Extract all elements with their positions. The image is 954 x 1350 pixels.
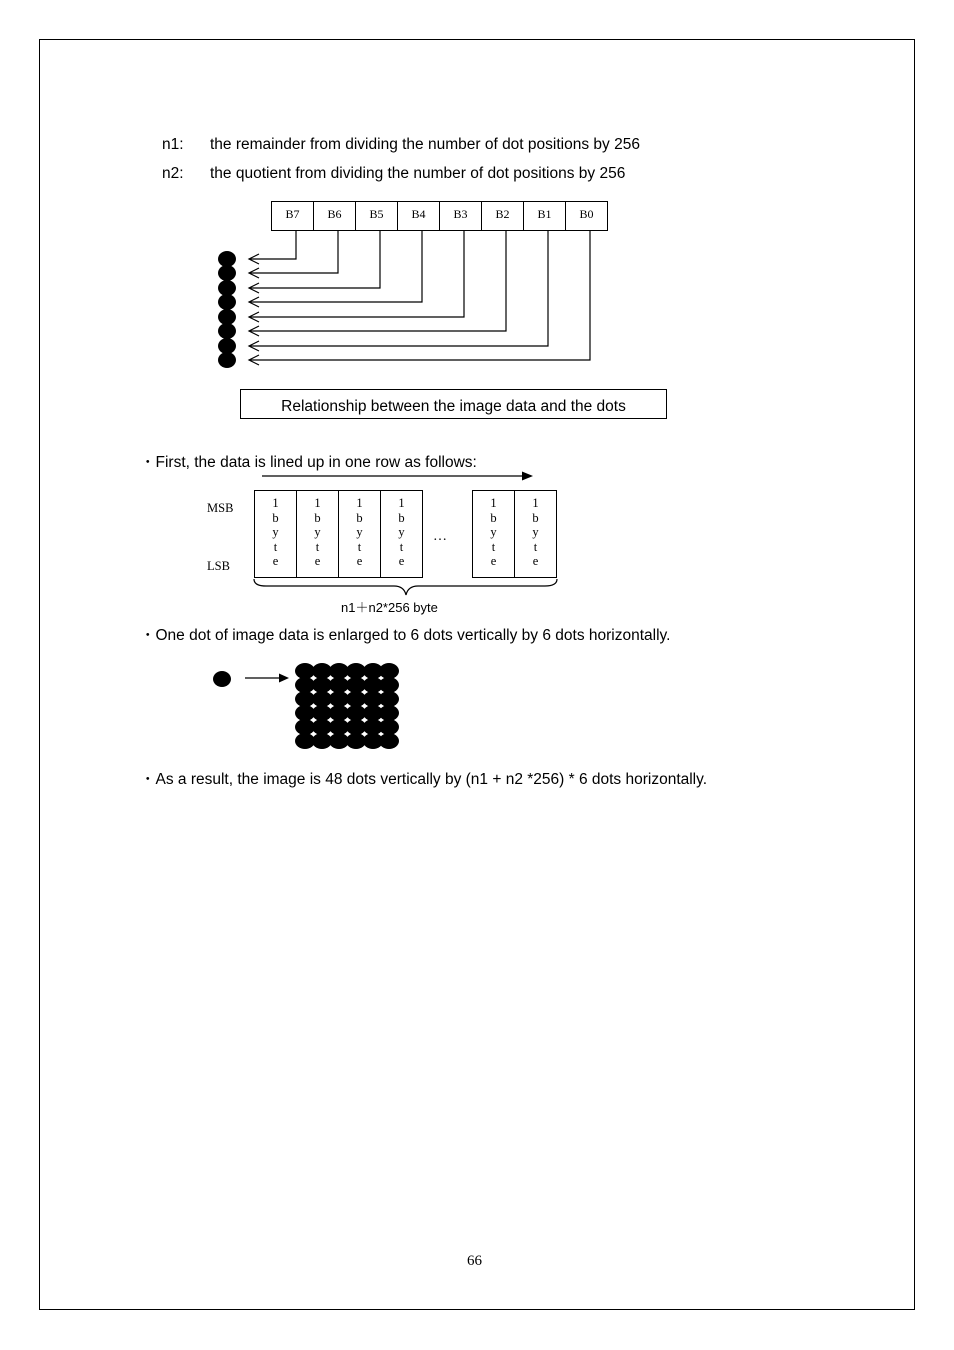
bit-connector-lines (250, 231, 590, 360)
bit-box-b4: B4 (397, 201, 440, 231)
enlarge-arrow (245, 674, 289, 683)
arrowheads (249, 254, 259, 365)
bit-box-b3: B3 (439, 201, 482, 231)
byte-box: 1 b y t e (472, 490, 515, 578)
bit-box-b7: B7 (271, 201, 314, 231)
bullet-third: ・As a result, the image is 48 dots vertically by (n1 + n2 *256) * 6 dots horizontally. (140, 771, 708, 788)
lsb-label: LSB (207, 559, 230, 573)
byte-brace (254, 579, 557, 595)
byte-box: 1 b y t e (380, 490, 423, 578)
bit-box-b1: B1 (523, 201, 566, 231)
bit-box-b5: B5 (355, 201, 398, 231)
single-dot (213, 671, 231, 687)
bullet-first: ・First, the data is lined up in one row as follows: (140, 454, 477, 471)
byte-ellipsis: … (433, 529, 447, 544)
byte-count-label: n1＋n2*256 byte (341, 600, 438, 615)
bullet-second: ・One dot of image data is enlarged to 6 dots vertically by 6 dots horizontally. (140, 627, 671, 644)
param-n1-name: n1: (162, 136, 184, 153)
print-dots-column (218, 251, 236, 368)
byte-box: 1 b y t e (254, 490, 297, 578)
bit-box-b2: B2 (481, 201, 524, 231)
enlarged-dot-grid (295, 663, 399, 749)
byte-box: 1 b y t e (514, 490, 557, 578)
relationship-caption: Relationship between the image data and the dots (240, 389, 667, 419)
byte-box: 1 b y t e (338, 490, 381, 578)
param-n2-name: n2: (162, 165, 184, 182)
bit-box-b0: B0 (565, 201, 608, 231)
row-direction-arrow (262, 472, 533, 481)
byte-box: 1 b y t e (296, 490, 339, 578)
msb-label: MSB (207, 501, 234, 515)
param-n2-desc: the quotient from dividing the number of dot positions by 256 (210, 165, 626, 182)
page-number: 66 (467, 1253, 482, 1269)
param-n1-desc: the remainder from dividing the number of dot positions by 256 (210, 136, 640, 153)
bit-box-b6: B6 (313, 201, 356, 231)
